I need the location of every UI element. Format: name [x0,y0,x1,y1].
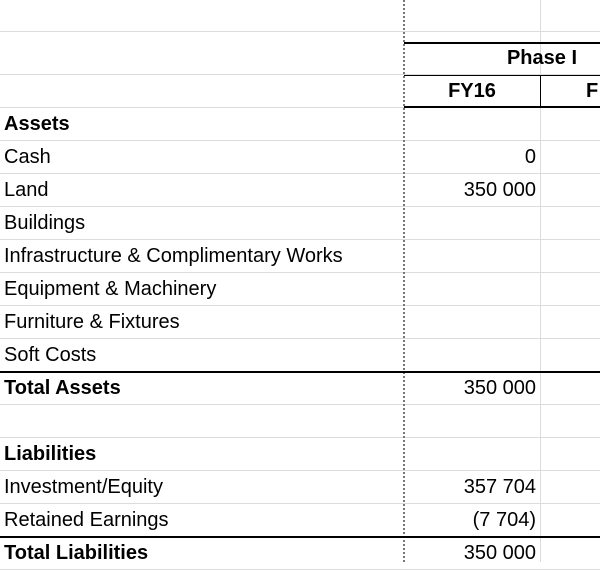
fy16-value[interactable] [404,207,540,240]
row-label[interactable]: Furniture & Fixtures [4,311,180,333]
table-row[interactable] [0,438,600,471]
row-label[interactable]: Cash [4,146,51,168]
row-label[interactable]: Liabilities [4,443,97,465]
fy16-value[interactable] [404,273,540,306]
phase-header-label[interactable]: Phase I [506,47,578,69]
fy-column-divider [540,75,541,108]
row-label[interactable]: Buildings [4,212,86,234]
fy16-value[interactable] [404,438,540,471]
table-row[interactable] [0,108,600,141]
total-liabilities-top-border [0,536,600,538]
table-row[interactable] [0,306,600,339]
total-assets-top-border [0,371,600,373]
fy16-value[interactable] [404,339,540,372]
fy16-header-label[interactable]: FY16 [448,80,496,102]
table-row[interactable] [0,174,600,207]
row-label[interactable]: Investment/Equity [4,476,163,498]
fy-next-header-label[interactable]: F [586,80,599,102]
fy16-value[interactable]: 350 000 [463,377,536,399]
row-label[interactable]: Retained Earnings [4,509,169,531]
row-label[interactable]: Equipment & Machinery [4,278,217,300]
table-row[interactable] [0,240,600,273]
table-row[interactable] [0,141,600,174]
fy16-value[interactable]: 357 704 [463,476,536,498]
fy16-value[interactable] [404,306,540,339]
empty-row[interactable] [0,9,600,42]
fy16-value[interactable] [404,108,540,141]
fy16-value[interactable]: 350 000 [463,179,536,201]
table-row-total[interactable] [0,372,600,405]
row-label[interactable]: Soft Costs [4,344,97,366]
fy16-value[interactable]: 0 [524,146,536,168]
row-label[interactable]: Land [4,179,49,201]
row-label[interactable]: Total Liabilities [4,542,149,564]
row-label[interactable]: Infrastructure & Complimentary Works [4,245,343,267]
fy16-value[interactable]: (7 704) [472,509,536,531]
fy16-value[interactable] [404,240,540,273]
fy16-value[interactable]: 350 000 [463,542,536,564]
table-row[interactable] [0,405,600,438]
table-row[interactable] [0,273,600,306]
table-row-total[interactable] [0,537,600,570]
row-label[interactable]: Total Assets [4,377,121,399]
table-row[interactable] [0,504,600,537]
table-row[interactable] [0,471,600,504]
table-row[interactable] [0,207,600,240]
row-label[interactable]: Assets [4,113,70,135]
table-row[interactable] [0,339,600,372]
row-label[interactable] [4,405,404,438]
fy16-value[interactable] [404,405,540,438]
